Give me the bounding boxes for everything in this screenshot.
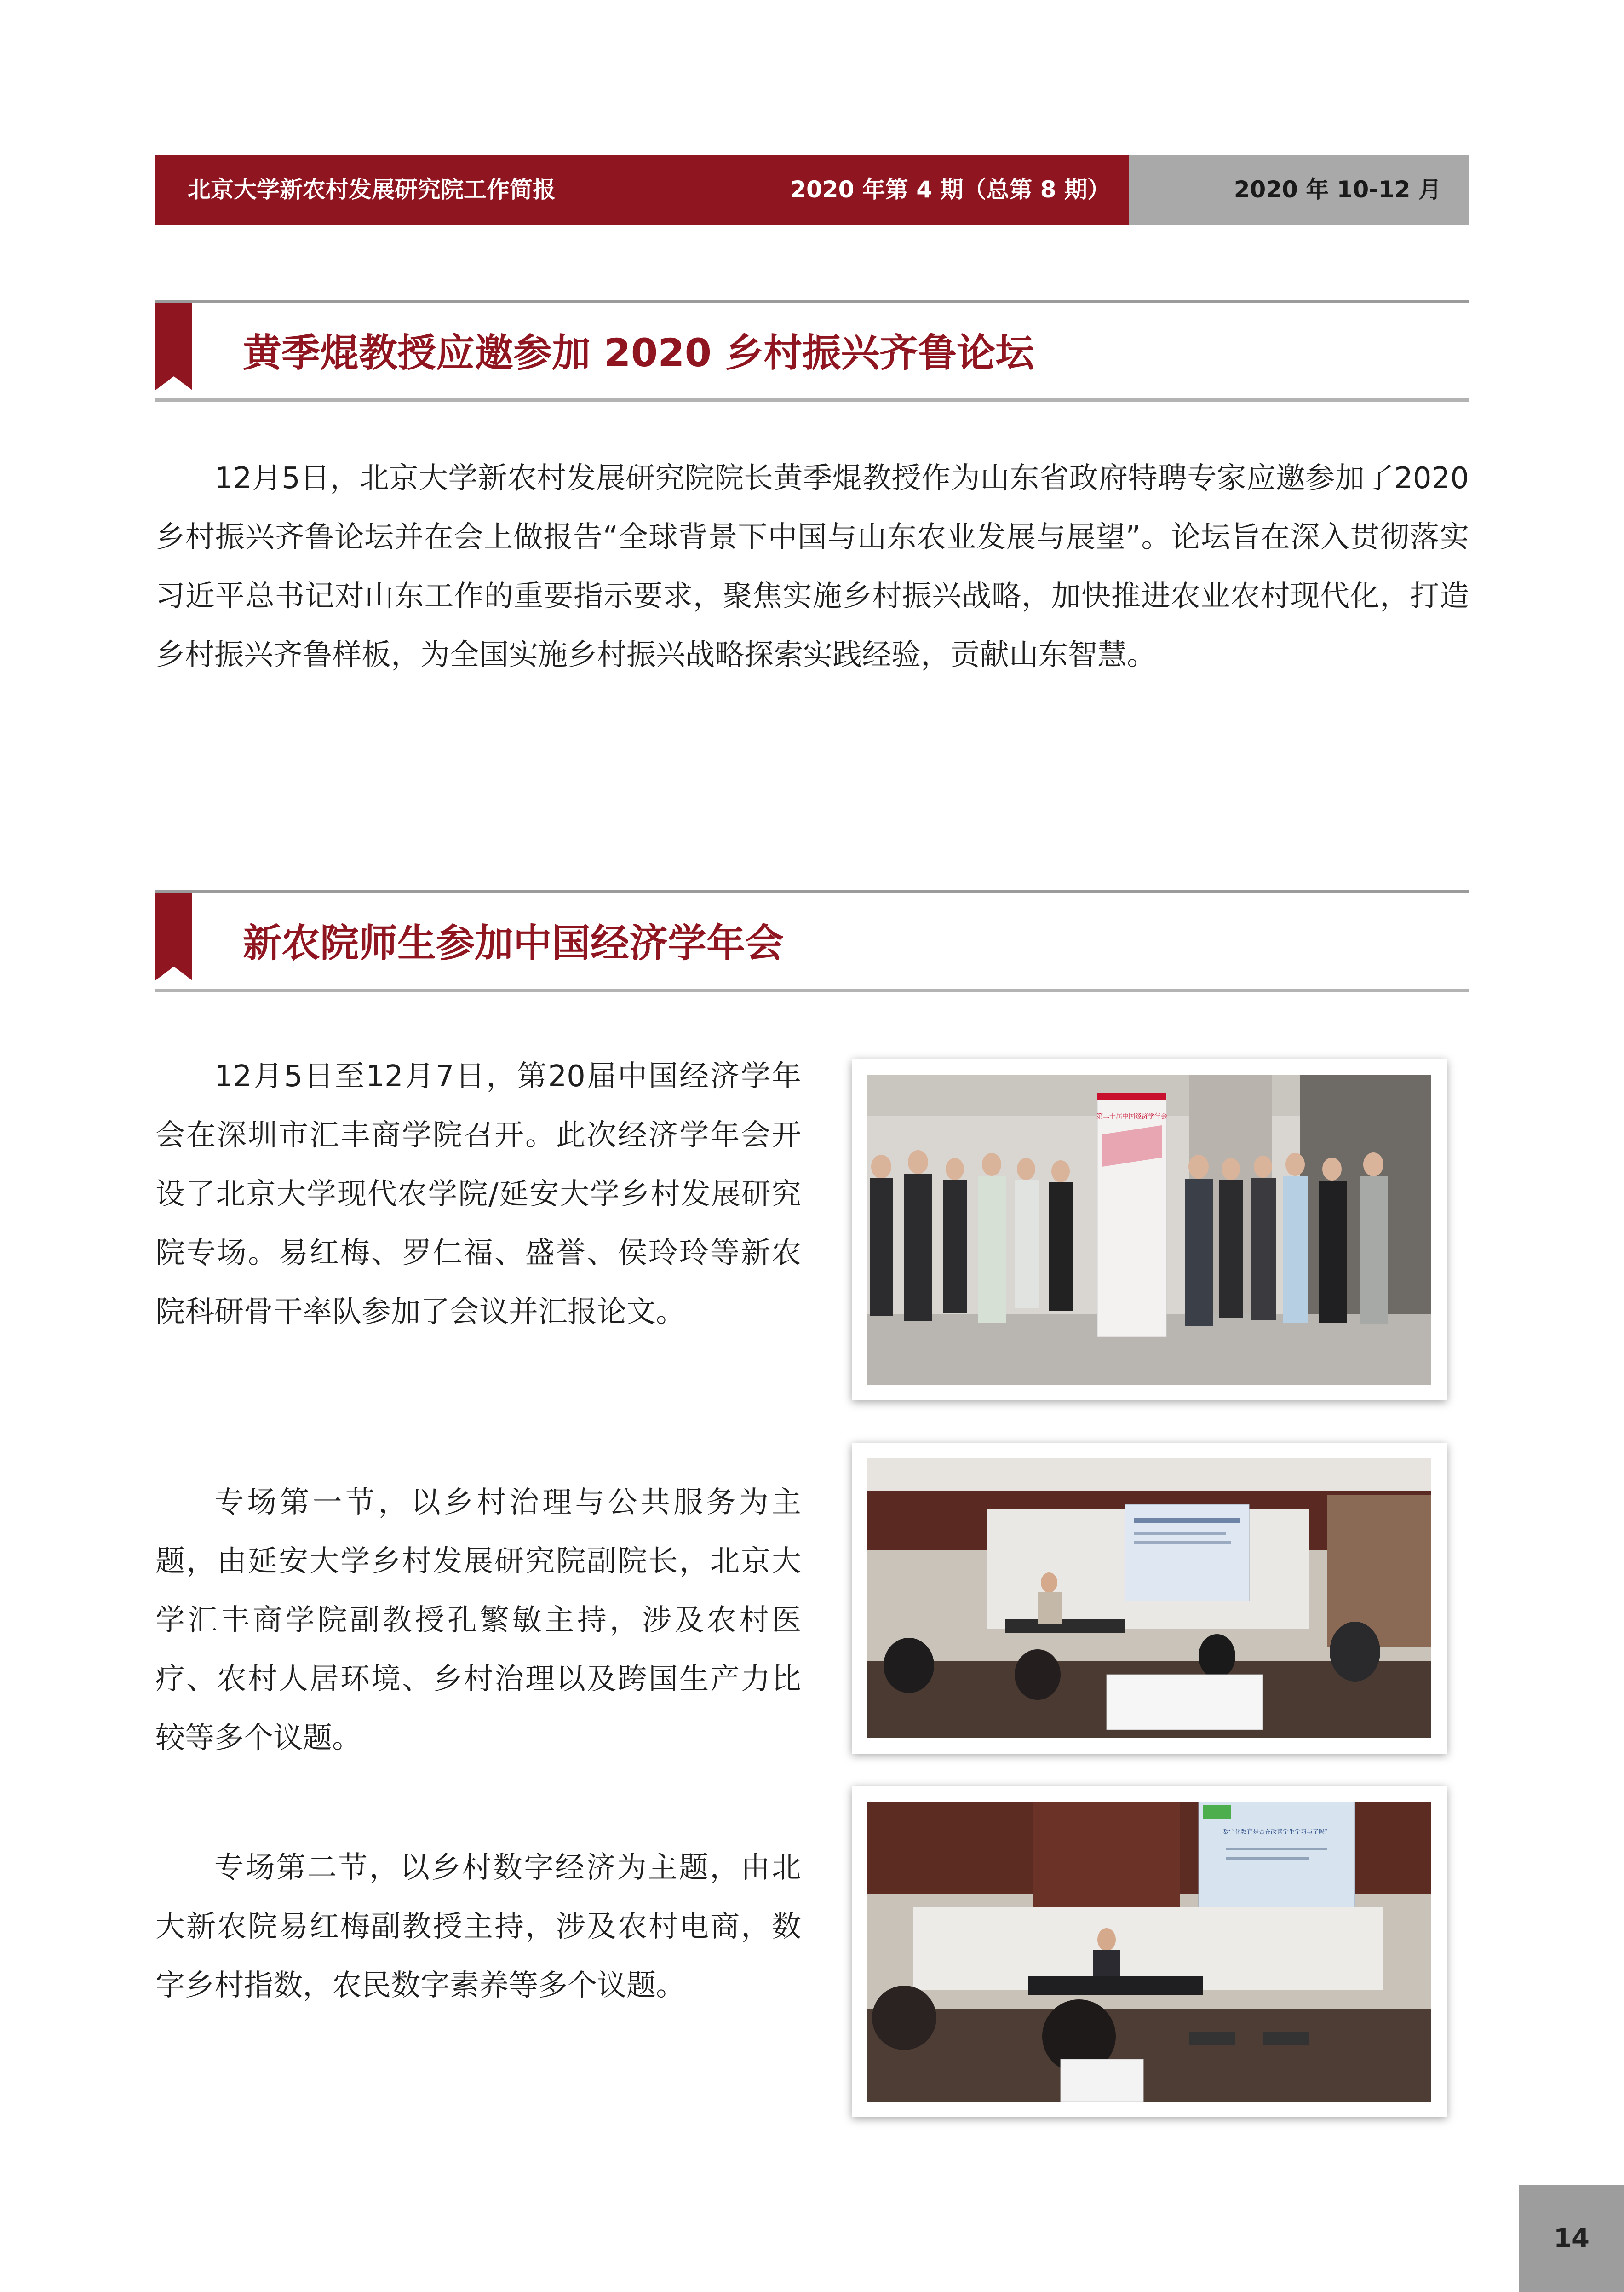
header-period: 2020 年 10-12 月 <box>1234 176 1441 203</box>
section1-ribbon-icon <box>155 303 192 390</box>
header-period-box <box>1129 155 1469 225</box>
section2-para3-block <box>155 1838 801 2015</box>
group-photo <box>867 1075 1431 1385</box>
section1-body <box>155 449 1469 685</box>
section2-paragraph-1: 12月5日至12月7日，第20届中国经济学年会在深圳市汇丰商学院召开。此次经济学年会开设了北京大学现代农学院/延安大学乡村发展研究院专场。易红梅、罗仁福、盛誉、侯玲玲等新农院科研骨干率队参加了会议并汇报论文。 <box>155 1060 801 1329</box>
session-one-photo-frame <box>852 1443 1447 1754</box>
section2-title: 新农院师生参加中国经济学年会 <box>243 921 784 966</box>
header-org: 北京大学新农村发展研究院工作简报 <box>188 176 556 203</box>
page-number: 14 <box>1554 2223 1590 2253</box>
header-issue: 2020 年第 4 期（总第 8 期） <box>790 176 1110 203</box>
section2-para2-block <box>155 1473 801 1768</box>
section2-rule-bottom <box>155 989 1469 992</box>
section2-paragraph-3: 专场第二节，以乡村数字经济为主题，由北大新农院易红梅副教授主持，涉及农村电商，数字乡村指数，农民数字素养等多个议题。 <box>155 1851 801 2003</box>
section1-rule-bottom <box>155 398 1469 402</box>
section2-ribbon-icon <box>155 893 192 980</box>
section2-paragraph-2: 专场第一节，以乡村治理与公共服务为主题，由延安大学乡村发展研究院副院长，北京大学汇丰商学院副教授孔繁敏主持，涉及农村医疗、农村人居环境、乡村治理以及跨国生产力比较等多个议题。 <box>155 1486 801 1755</box>
page-number-tab <box>1519 2185 1624 2292</box>
section1-title: 黄季焜教授应邀参加 2020 乡村振兴齐鲁论坛 <box>243 330 1034 375</box>
group-photo-frame <box>852 1059 1447 1400</box>
header-banner <box>155 155 1129 225</box>
section2-para1-block <box>155 1047 801 1342</box>
section1-rule-top <box>155 300 1469 303</box>
section1-paragraph: 12月5日，北京大学新农村发展研究院院长黄季焜教授作为山东省政府特聘专家应邀参加了2020乡村振兴齐鲁论坛并在会上做报告“全球背景下中国与山东农业发展与展望”。论坛旨在深入贯彻落实习近平总书记对山东工作的重要指示要求，聚焦实施乡村振兴战略，加快推进农业农村现代化，打造乡村振兴齐鲁样板，为全国实施乡村振兴战略探索实践经验，贡献山东智慧。 <box>155 461 1469 672</box>
slide-title-text: 数字化教育是否在改善学生学习与了吗？ <box>1222 1829 1331 1836</box>
session-two-photo-frame <box>852 1786 1447 2117</box>
session-two-photo <box>867 1802 1431 2102</box>
section2-rule-top <box>155 890 1469 893</box>
session-one-photo <box>867 1458 1431 1738</box>
banner-stand-text: 第二十届中国经济学年会 <box>1096 1113 1167 1120</box>
